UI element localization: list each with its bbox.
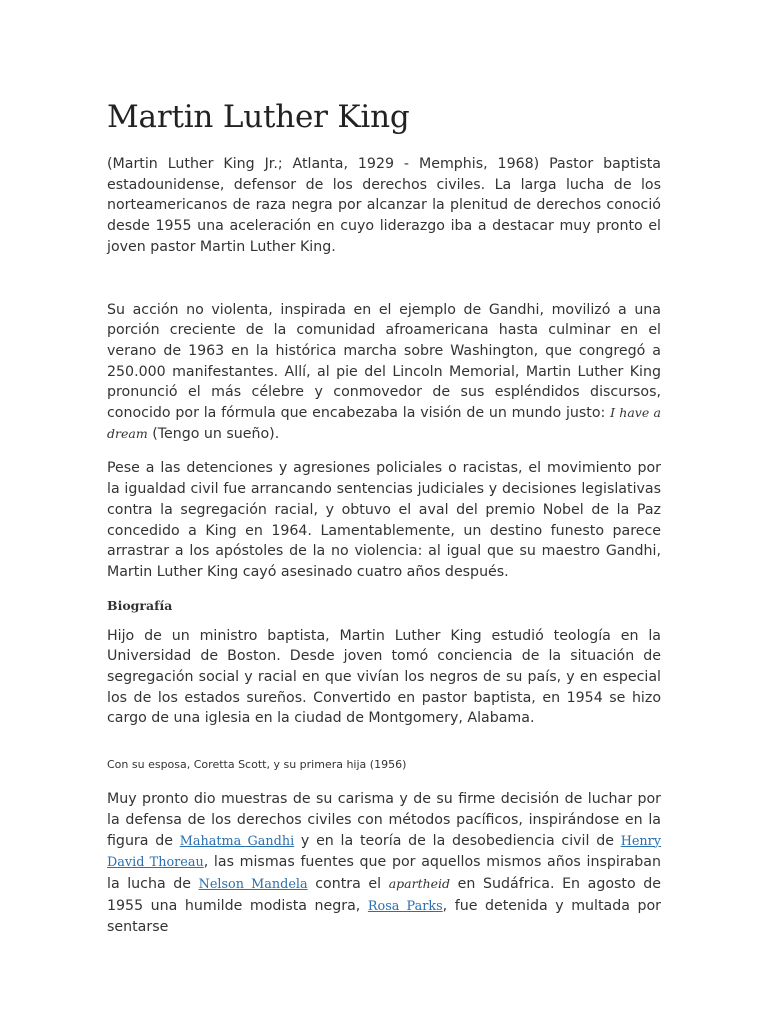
section-heading-biografia: Biografía [107, 597, 173, 613]
image-caption: Con su esposa, Coretta Scott, y su primera hija (1956) [107, 758, 407, 772]
italic-term: apartheid [388, 875, 451, 891]
paragraph-dream [107, 300, 661, 445]
paragraph-text: , las mismas fuentes que por aquellos mismos años inspiraban la lucha de [107, 854, 661, 892]
paragraph-civil-rights: Pese a las detenciones y agresiones policiales o racistas, el movimiento por la igualdad civil fue arrancando sentencias judiciales y decisiones legislativas contra la segregación racial, y obtuvo el aval del premio Nobel de la Paz concedido a King en 1964. Lamentablemente, un destino funesto parece arrastrar a los apóstoles de la no violencia: al igual que su maestro Gandhi, Martin Luther King cayó asesinado cuatro años después. [107, 460, 661, 580]
link-henry-david-thoreau[interactable]: Henry David Thoreau [107, 833, 662, 871]
paragraph-activism [107, 789, 661, 938]
page-title: Martin Luther King [107, 99, 410, 135]
intro-paragraph: (Martin Luther King Jr.; Atlanta, 1929 - Memphis, 1968) Pastor baptista estadounidense, defensor de los derechos civiles. La larga lucha de los norteamericanos de raza negra por alcanzar la plenitud de derechos conoció desde 1955 una aceleración en cuyo liderazgo iba a destacar muy pronto el joven pastor Martin Luther King. [107, 156, 661, 255]
link-rosa-parks[interactable]: Rosa Parks [367, 898, 443, 914]
link-nelson-mandela[interactable]: Nelson Mandela [198, 876, 308, 892]
italic-phrase: I have a dream [107, 405, 661, 441]
paragraph-text: Muy pronto dio muestras de su carisma y de su firme decisión de luchar por la defensa de los derechos civiles con métodos pacíficos, inspirándose en la figura de [107, 791, 661, 849]
paragraph-text: en Sudáfrica. En agosto de 1955 una humilde modista negra, [107, 875, 662, 914]
paragraph-text: y en la teoría de la desobediencia civil de [294, 832, 621, 849]
paragraph-text: (Tengo un sueño). [147, 425, 280, 442]
paragraph-biography: Hijo de un ministro baptista, Martin Luther King estudió teología en la Universidad de Boston. Desde joven tomó conciencia de la situación de segregación social y racial en que vivían los negros de su país, y en especial los de los estados sureños. Convertido en pastor baptista, en 1954 se hizo cargo de una iglesia en la ciudad de Montgomery, Alabama. [107, 627, 661, 727]
paragraph-text: Su acción no violenta, inspirada en el ejemplo de Gandhi, movilizó a una porción creciente de la comunidad afroamericana hasta culminar en el verano de 1963 en la histórica marcha sobre Washington, que congregó a 250.000 manifestantes. Allí, al pie del Lincoln Memorial, Martin Luther King pronunció el más célebre y conmovedor de sus espléndidos discursos, conocido por la fórmula que encabezaba la visión de un mundo justo: [107, 301, 661, 422]
paragraph-text: contra el [307, 875, 389, 892]
paragraph-text: , fue detenida y multada por sentarse [107, 897, 661, 936]
link-mahatma-gandhi[interactable]: Mahatma Gandhi [179, 833, 295, 849]
